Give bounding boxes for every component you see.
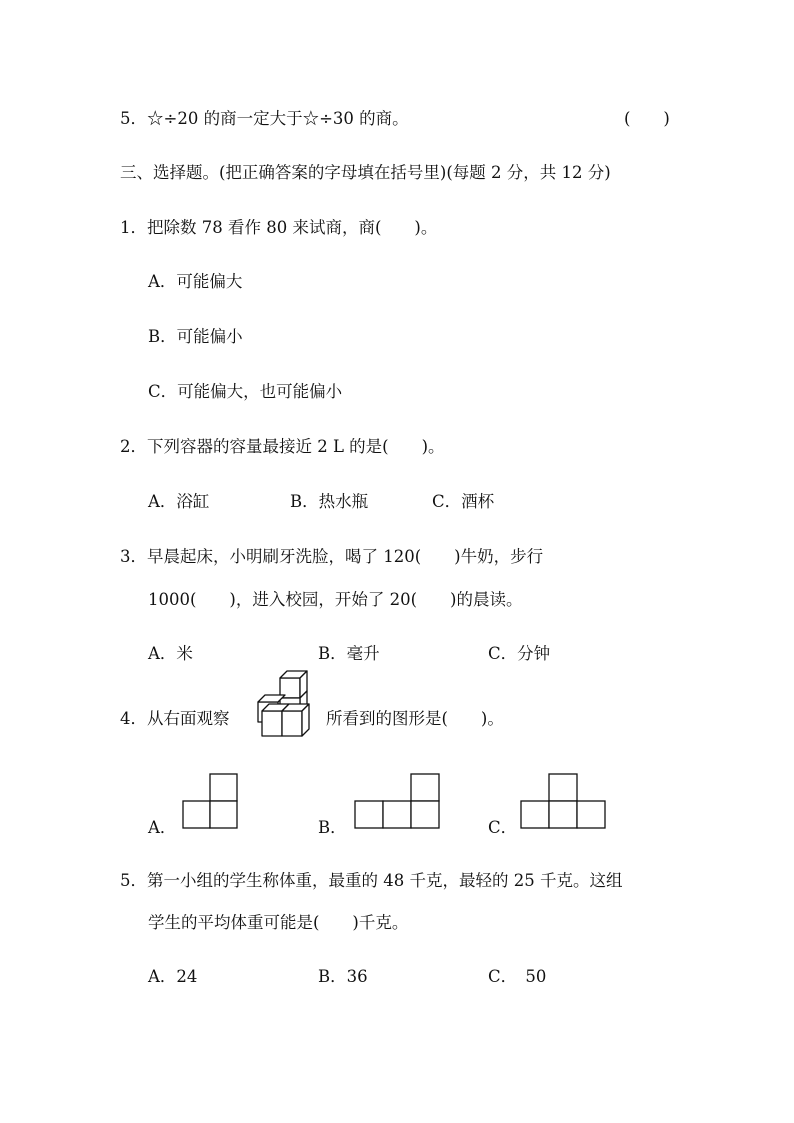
- question-4-stem-suffix: 所看到的图形是( )。: [326, 709, 504, 728]
- question-3-option-b[interactable]: B．毫升: [318, 644, 380, 663]
- question-2-option-b[interactable]: B．热水瓶: [290, 492, 369, 511]
- cube-stack-figure: [254, 666, 324, 746]
- question-5-option-c[interactable]: C． 50: [488, 967, 547, 986]
- option-a-figure: [183, 773, 243, 833]
- question-4-option-b[interactable]: B．: [318, 818, 347, 837]
- question-3-option-c[interactable]: C．分钟: [488, 644, 551, 663]
- question-2-option-c[interactable]: C．酒杯: [432, 492, 495, 511]
- question-5-option-b[interactable]: B．36: [318, 967, 368, 986]
- question-3-stem-line-2: 1000( )，进入校园，开始了 20( )的晨读。: [148, 590, 523, 609]
- question-5-option-a[interactable]: A．24: [148, 967, 198, 986]
- question-3-option-a[interactable]: A．米: [148, 644, 193, 663]
- option-c-figure: [521, 773, 611, 833]
- question-3-stem-line-1: 3．早晨起床，小明刷牙洗脸，喝了 120( )牛奶，步行: [120, 547, 544, 566]
- question-1-option-b[interactable]: B．可能偏小: [148, 327, 243, 346]
- question-5-stem-line-1: 5．第一小组的学生称体重，最重的 48 千克，最轻的 25 千克。这组: [120, 871, 623, 890]
- question-2-stem: 2．下列容器的容量最接近 2 L 的是( )。: [120, 437, 445, 456]
- question-4-option-c[interactable]: C．: [488, 818, 518, 837]
- tf-item-5: 5．☆÷20 的商一定大于☆÷30 的商。: [120, 109, 409, 128]
- question-1-stem: 1．把除数 78 看作 80 来试商，商( )。: [120, 218, 438, 237]
- question-4-stem-prefix: 4．从右面观察: [120, 709, 230, 728]
- question-1-option-a[interactable]: A．可能偏大: [148, 272, 243, 291]
- answer-blank[interactable]: ( ): [624, 109, 670, 128]
- question-4-option-a[interactable]: A．: [148, 818, 177, 837]
- option-b-figure: [355, 773, 445, 833]
- section-heading: 三、选择题。(把正确答案的字母填在括号里)(每题 2 分，共 12 分): [120, 163, 611, 182]
- question-1-option-c[interactable]: C．可能偏大，也可能偏小: [148, 382, 343, 401]
- question-5-stem-line-2: 学生的平均体重可能是( )千克。: [148, 913, 409, 932]
- question-2-option-a[interactable]: A．浴缸: [148, 492, 210, 511]
